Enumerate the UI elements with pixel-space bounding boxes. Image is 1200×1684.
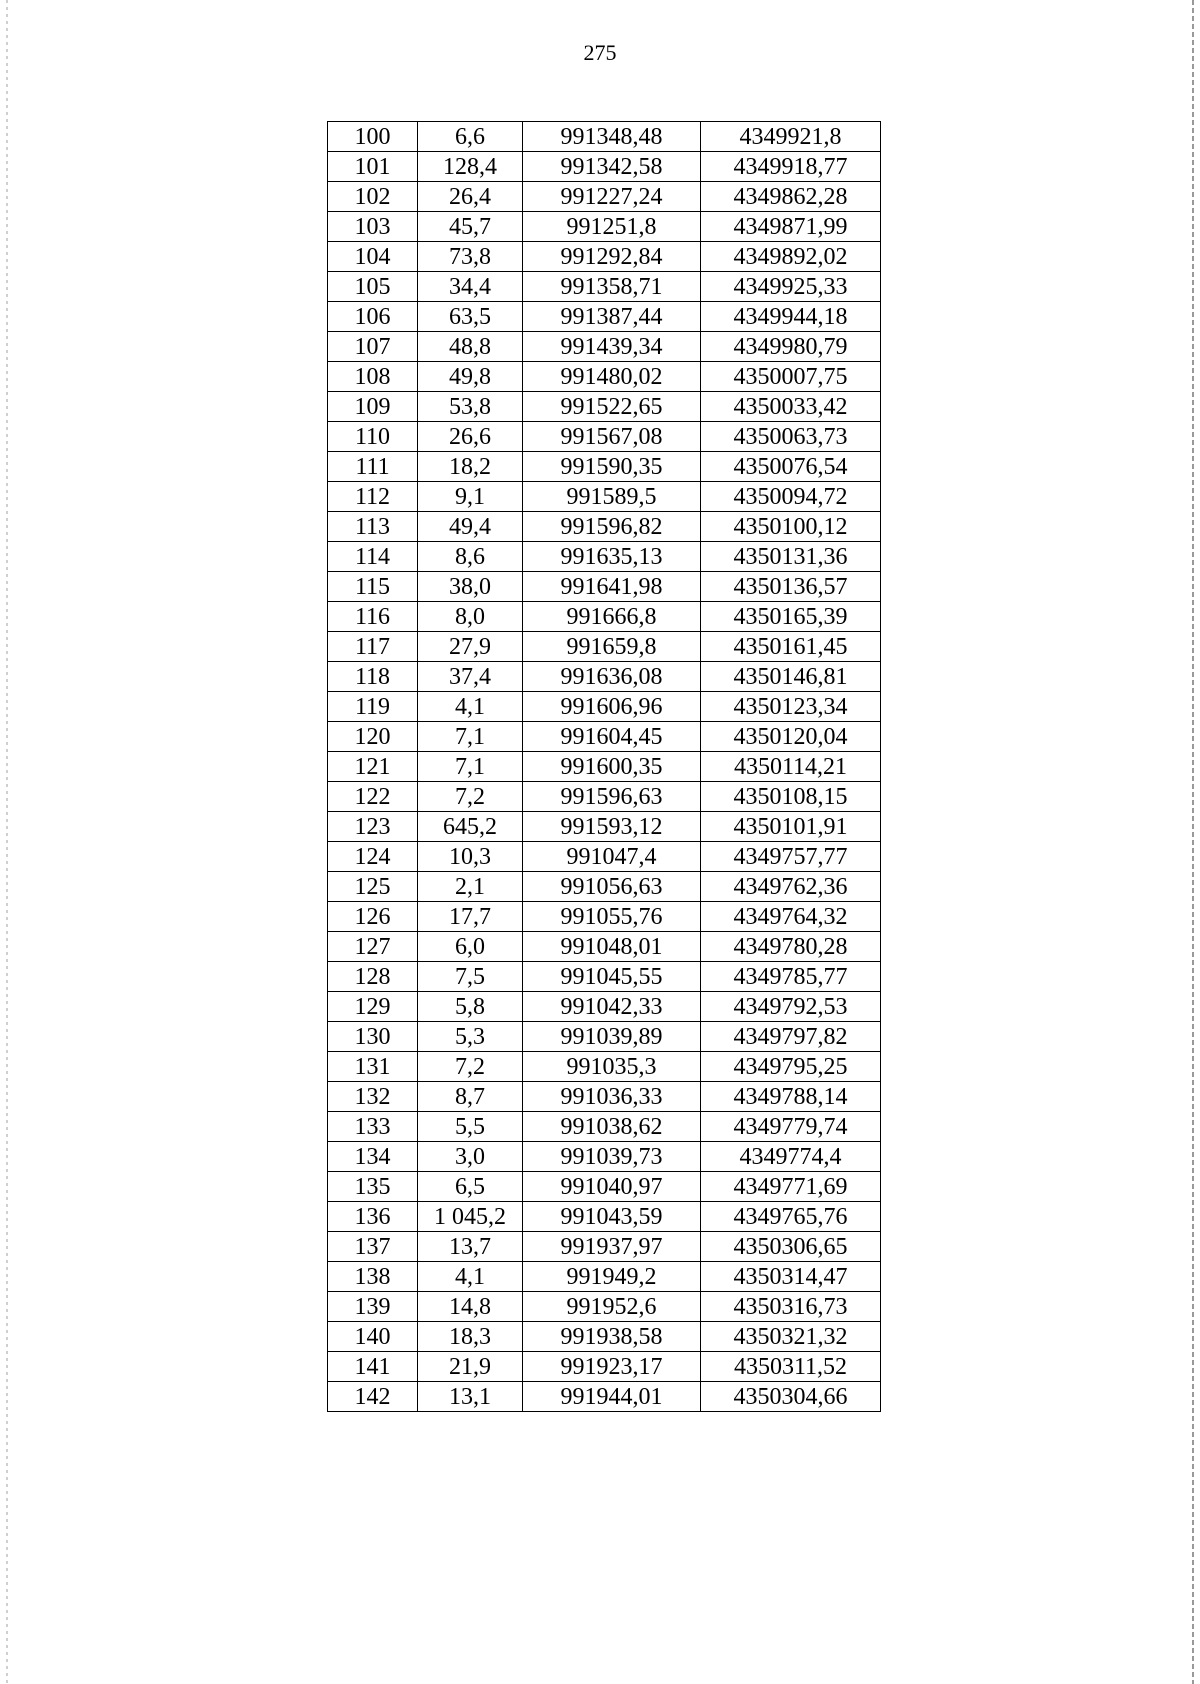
x-coordinate-cell: 991952,6	[523, 1292, 701, 1322]
x-coordinate-cell: 991043,59	[523, 1202, 701, 1232]
x-coordinate-cell: 991641,98	[523, 572, 701, 602]
length-cell: 1 045,2	[418, 1202, 523, 1232]
y-coordinate-cell: 4349792,53	[701, 992, 881, 1022]
point-number-cell: 128	[328, 962, 418, 992]
table-row	[328, 572, 881, 602]
point-number-cell: 120	[328, 722, 418, 752]
coordinates-table	[327, 121, 881, 1412]
x-coordinate-cell: 991038,62	[523, 1112, 701, 1142]
table-row	[328, 482, 881, 512]
x-coordinate-cell: 991045,55	[523, 962, 701, 992]
y-coordinate-cell: 4350161,45	[701, 632, 881, 662]
y-coordinate-cell: 4349785,77	[701, 962, 881, 992]
x-coordinate-cell: 991040,97	[523, 1172, 701, 1202]
table-row	[328, 722, 881, 752]
point-number-cell: 129	[328, 992, 418, 1022]
x-coordinate-cell: 991567,08	[523, 422, 701, 452]
point-number-cell: 115	[328, 572, 418, 602]
point-number-cell: 109	[328, 392, 418, 422]
point-number-cell: 136	[328, 1202, 418, 1232]
point-number-cell: 122	[328, 782, 418, 812]
length-cell: 21,9	[418, 1352, 523, 1382]
table-row	[328, 1292, 881, 1322]
table-row	[328, 932, 881, 962]
length-cell: 8,0	[418, 602, 523, 632]
x-coordinate-cell: 991606,96	[523, 692, 701, 722]
point-number-cell: 102	[328, 182, 418, 212]
table-row	[328, 122, 881, 152]
point-number-cell: 139	[328, 1292, 418, 1322]
length-cell: 4,1	[418, 1262, 523, 1292]
x-coordinate-cell: 991042,33	[523, 992, 701, 1022]
x-coordinate-cell: 991923,17	[523, 1352, 701, 1382]
point-number-cell: 138	[328, 1262, 418, 1292]
x-coordinate-cell: 991439,34	[523, 332, 701, 362]
x-coordinate-cell: 991635,13	[523, 542, 701, 572]
y-coordinate-cell: 4349797,82	[701, 1022, 881, 1052]
x-coordinate-cell: 991292,84	[523, 242, 701, 272]
point-number-cell: 101	[328, 152, 418, 182]
length-cell: 53,8	[418, 392, 523, 422]
length-cell: 45,7	[418, 212, 523, 242]
table-row	[328, 1322, 881, 1352]
length-cell: 6,5	[418, 1172, 523, 1202]
point-number-cell: 131	[328, 1052, 418, 1082]
length-cell: 128,4	[418, 152, 523, 182]
point-number-cell: 110	[328, 422, 418, 452]
x-coordinate-cell: 991596,63	[523, 782, 701, 812]
length-cell: 48,8	[418, 332, 523, 362]
table-row	[328, 542, 881, 572]
table-row	[328, 1232, 881, 1262]
table-row	[328, 1142, 881, 1172]
table-row	[328, 422, 881, 452]
y-coordinate-cell: 4350100,12	[701, 512, 881, 542]
y-coordinate-cell: 4350007,75	[701, 362, 881, 392]
y-coordinate-cell: 4349862,28	[701, 182, 881, 212]
table-row	[328, 212, 881, 242]
x-coordinate-cell: 991593,12	[523, 812, 701, 842]
y-coordinate-cell: 4350120,04	[701, 722, 881, 752]
scan-edge-left	[6, 0, 8, 1684]
table-row	[328, 1082, 881, 1112]
y-coordinate-cell: 4349918,77	[701, 152, 881, 182]
x-coordinate-cell: 991938,58	[523, 1322, 701, 1352]
point-number-cell: 114	[328, 542, 418, 572]
x-coordinate-cell: 991596,82	[523, 512, 701, 542]
x-coordinate-cell: 991036,33	[523, 1082, 701, 1112]
length-cell: 34,4	[418, 272, 523, 302]
y-coordinate-cell: 4350076,54	[701, 452, 881, 482]
length-cell: 7,5	[418, 962, 523, 992]
y-coordinate-cell: 4349980,79	[701, 332, 881, 362]
length-cell: 7,1	[418, 752, 523, 782]
y-coordinate-cell: 4349944,18	[701, 302, 881, 332]
point-number-cell: 133	[328, 1112, 418, 1142]
y-coordinate-cell: 4350131,36	[701, 542, 881, 572]
length-cell: 5,3	[418, 1022, 523, 1052]
table-row	[328, 302, 881, 332]
length-cell: 6,6	[418, 122, 523, 152]
x-coordinate-cell: 991039,73	[523, 1142, 701, 1172]
y-coordinate-cell: 4350321,32	[701, 1322, 881, 1352]
point-number-cell: 124	[328, 842, 418, 872]
table-row	[328, 152, 881, 182]
table-row	[328, 452, 881, 482]
y-coordinate-cell: 4350108,15	[701, 782, 881, 812]
length-cell: 10,3	[418, 842, 523, 872]
y-coordinate-cell: 4350114,21	[701, 752, 881, 782]
point-number-cell: 134	[328, 1142, 418, 1172]
length-cell: 63,5	[418, 302, 523, 332]
x-coordinate-cell: 991048,01	[523, 932, 701, 962]
y-coordinate-cell: 4350101,91	[701, 812, 881, 842]
table-row	[328, 1022, 881, 1052]
x-coordinate-cell: 991636,08	[523, 662, 701, 692]
point-number-cell: 118	[328, 662, 418, 692]
x-coordinate-cell: 991227,24	[523, 182, 701, 212]
point-number-cell: 130	[328, 1022, 418, 1052]
x-coordinate-cell: 991387,44	[523, 302, 701, 332]
length-cell: 37,4	[418, 662, 523, 692]
x-coordinate-cell: 991358,71	[523, 272, 701, 302]
table-row	[328, 182, 881, 212]
table-row	[328, 1052, 881, 1082]
length-cell: 13,1	[418, 1382, 523, 1412]
table-row	[328, 872, 881, 902]
point-number-cell: 112	[328, 482, 418, 512]
table-row	[328, 842, 881, 872]
table-row	[328, 1172, 881, 1202]
x-coordinate-cell: 991251,8	[523, 212, 701, 242]
length-cell: 17,7	[418, 902, 523, 932]
point-number-cell: 125	[328, 872, 418, 902]
table-row	[328, 1112, 881, 1142]
length-cell: 14,8	[418, 1292, 523, 1322]
y-coordinate-cell: 4349892,02	[701, 242, 881, 272]
table-row	[328, 782, 881, 812]
point-number-cell: 111	[328, 452, 418, 482]
point-number-cell: 113	[328, 512, 418, 542]
point-number-cell: 126	[328, 902, 418, 932]
point-number-cell: 123	[328, 812, 418, 842]
table-row	[328, 992, 881, 1022]
y-coordinate-cell: 4349871,99	[701, 212, 881, 242]
length-cell: 5,5	[418, 1112, 523, 1142]
length-cell: 3,0	[418, 1142, 523, 1172]
point-number-cell: 117	[328, 632, 418, 662]
x-coordinate-cell: 991604,45	[523, 722, 701, 752]
point-number-cell: 108	[328, 362, 418, 392]
x-coordinate-cell: 991348,48	[523, 122, 701, 152]
y-coordinate-cell: 4349764,32	[701, 902, 881, 932]
point-number-cell: 132	[328, 1082, 418, 1112]
x-coordinate-cell: 991035,3	[523, 1052, 701, 1082]
x-coordinate-cell: 991055,76	[523, 902, 701, 932]
coordinates-table-body	[328, 122, 881, 1412]
point-number-cell: 100	[328, 122, 418, 152]
y-coordinate-cell: 4350314,47	[701, 1262, 881, 1292]
x-coordinate-cell: 991039,89	[523, 1022, 701, 1052]
table-row	[328, 632, 881, 662]
x-coordinate-cell: 991342,58	[523, 152, 701, 182]
y-coordinate-cell: 4350136,57	[701, 572, 881, 602]
table-row	[328, 392, 881, 422]
length-cell: 7,1	[418, 722, 523, 752]
y-coordinate-cell: 4349779,74	[701, 1112, 881, 1142]
point-number-cell: 140	[328, 1322, 418, 1352]
x-coordinate-cell: 991666,8	[523, 602, 701, 632]
table-row	[328, 752, 881, 782]
point-number-cell: 127	[328, 932, 418, 962]
y-coordinate-cell: 4350094,72	[701, 482, 881, 512]
point-number-cell: 104	[328, 242, 418, 272]
table-row	[328, 272, 881, 302]
y-coordinate-cell: 4349774,4	[701, 1142, 881, 1172]
length-cell: 49,4	[418, 512, 523, 542]
y-coordinate-cell: 4349765,76	[701, 1202, 881, 1232]
x-coordinate-cell: 991056,63	[523, 872, 701, 902]
point-number-cell: 135	[328, 1172, 418, 1202]
table-row	[328, 1352, 881, 1382]
y-coordinate-cell: 4350123,34	[701, 692, 881, 722]
y-coordinate-cell: 4349771,69	[701, 1172, 881, 1202]
table-row	[328, 692, 881, 722]
point-number-cell: 116	[328, 602, 418, 632]
table-row	[328, 812, 881, 842]
x-coordinate-cell: 991949,2	[523, 1262, 701, 1292]
length-cell: 13,7	[418, 1232, 523, 1262]
table-row	[328, 1262, 881, 1292]
table-row	[328, 1382, 881, 1412]
y-coordinate-cell: 4349757,77	[701, 842, 881, 872]
point-number-cell: 137	[328, 1232, 418, 1262]
table-row	[328, 902, 881, 932]
length-cell: 27,9	[418, 632, 523, 662]
table-row	[328, 662, 881, 692]
table-row	[328, 512, 881, 542]
point-number-cell: 105	[328, 272, 418, 302]
point-number-cell: 119	[328, 692, 418, 722]
table-row	[328, 362, 881, 392]
length-cell: 26,6	[418, 422, 523, 452]
length-cell: 9,1	[418, 482, 523, 512]
x-coordinate-cell: 991944,01	[523, 1382, 701, 1412]
length-cell: 18,2	[418, 452, 523, 482]
page-number: 275	[583, 40, 617, 65]
y-coordinate-cell: 4349795,25	[701, 1052, 881, 1082]
x-coordinate-cell: 991937,97	[523, 1232, 701, 1262]
y-coordinate-cell: 4349925,33	[701, 272, 881, 302]
length-cell: 49,8	[418, 362, 523, 392]
length-cell: 6,0	[418, 932, 523, 962]
point-number-cell: 121	[328, 752, 418, 782]
point-number-cell: 141	[328, 1352, 418, 1382]
table-row	[328, 602, 881, 632]
point-number-cell: 106	[328, 302, 418, 332]
y-coordinate-cell: 4350316,73	[701, 1292, 881, 1322]
y-coordinate-cell: 4350311,52	[701, 1352, 881, 1382]
point-number-cell: 103	[328, 212, 418, 242]
table-row	[328, 332, 881, 362]
length-cell: 8,6	[418, 542, 523, 572]
x-coordinate-cell: 991047,4	[523, 842, 701, 872]
table-row	[328, 1202, 881, 1232]
x-coordinate-cell: 991522,65	[523, 392, 701, 422]
length-cell: 645,2	[418, 812, 523, 842]
table-row	[328, 242, 881, 272]
x-coordinate-cell: 991590,35	[523, 452, 701, 482]
length-cell: 5,8	[418, 992, 523, 1022]
y-coordinate-cell: 4349788,14	[701, 1082, 881, 1112]
length-cell: 2,1	[418, 872, 523, 902]
length-cell: 73,8	[418, 242, 523, 272]
length-cell: 18,3	[418, 1322, 523, 1352]
x-coordinate-cell: 991480,02	[523, 362, 701, 392]
length-cell: 7,2	[418, 782, 523, 812]
y-coordinate-cell: 4349762,36	[701, 872, 881, 902]
y-coordinate-cell: 4350063,73	[701, 422, 881, 452]
length-cell: 38,0	[418, 572, 523, 602]
point-number-cell: 107	[328, 332, 418, 362]
y-coordinate-cell: 4350304,66	[701, 1382, 881, 1412]
y-coordinate-cell: 4350146,81	[701, 662, 881, 692]
length-cell: 7,2	[418, 1052, 523, 1082]
table-row	[328, 962, 881, 992]
y-coordinate-cell: 4349921,8	[701, 122, 881, 152]
point-number-cell: 142	[328, 1382, 418, 1412]
length-cell: 26,4	[418, 182, 523, 212]
length-cell: 4,1	[418, 692, 523, 722]
x-coordinate-cell: 991600,35	[523, 752, 701, 782]
y-coordinate-cell: 4350165,39	[701, 602, 881, 632]
y-coordinate-cell: 4350306,65	[701, 1232, 881, 1262]
y-coordinate-cell: 4349780,28	[701, 932, 881, 962]
x-coordinate-cell: 991659,8	[523, 632, 701, 662]
x-coordinate-cell: 991589,5	[523, 482, 701, 512]
y-coordinate-cell: 4350033,42	[701, 392, 881, 422]
scan-edge-right	[1192, 0, 1194, 1684]
length-cell: 8,7	[418, 1082, 523, 1112]
